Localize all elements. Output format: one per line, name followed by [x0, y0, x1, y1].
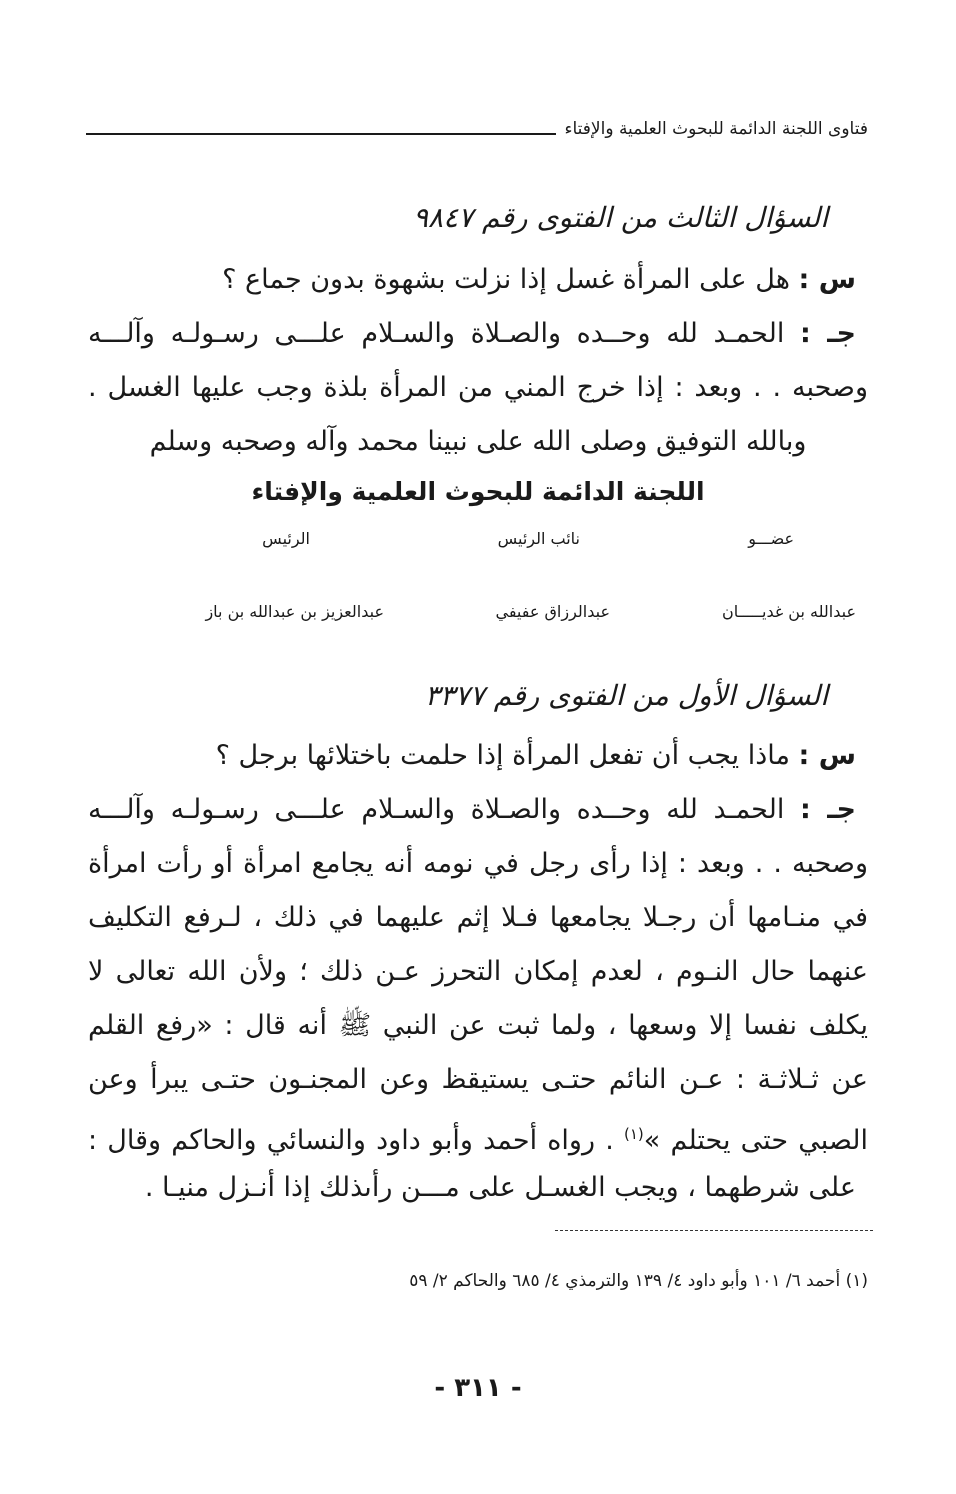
fatwa2-answer-line-5: يكلف نفسا إلا وسعها ، ولما ثبت عن النبي ﷺ أنه قال : «رفع القلم — [88, 1010, 868, 1041]
fatwa2-answer-line-8: على شرطهما ، ويجب الغسـل على مـــن رأىذلك إذا أنـزل منيـا . — [144, 1172, 856, 1203]
fatwa2-answer-line-7 — [88, 1112, 868, 1163]
fatwa2-answer-line-6: عن ثـلاثـة : عـن النائم حتـى يستيقظ وعن المجنـون حتـى يبرأ وعن — [88, 1064, 868, 1095]
role-president: الرئيس — [262, 529, 310, 548]
fatwa1-question-text: هل على المرأة غسل إذا نزلت بشهوة بدون جماع ؟ — [222, 264, 790, 295]
running-header — [86, 116, 868, 140]
fatwa2-answer-text-1: الحمـد لله وحــده والصـلاة والسـلام علـــى رسـولـه وآلـــه — [88, 794, 785, 825]
fatwa1-question — [222, 258, 856, 302]
fatwa2-answer-line-2: وصحبه . . وبعد : إذا رأى رجل في نومه أنه يجامع امرأة أو رأت امرأة — [88, 848, 868, 879]
fatwa2-answer-marker: جـ : — [800, 794, 856, 825]
footnote-text: (١) أحمد ٦/ ١٠١ وأبو داود ٤/ ١٣٩ والترمذي ٤/ ٦٨٥ والحاكم ٢/ ٥٩ — [409, 1271, 868, 1291]
fatwa2-answer-ref-before: الصبي حتى يحتلم » — [643, 1125, 868, 1156]
fatwa2-question-marker: س : — [798, 740, 856, 771]
fatwa1-question-marker: س : — [798, 264, 856, 295]
fatwa1-answer-line-2: وصحبه . . وبعد : إذا خرج المني من المرأة بلذة وجب عليها الغسل . — [88, 372, 868, 403]
fatwa1-answer-marker: جـ : — [800, 318, 856, 349]
committee-title: اللجنة الدائمة للبحوث العلمية والإفتاء — [251, 477, 705, 506]
fatwa2-question-text: ماذا يجب أن تفعل المرأة إذا حلمت باختلائها برجل ؟ — [215, 740, 790, 771]
signature-vice-president: عبدالرزاق عفيفي — [495, 602, 610, 621]
role-member: عضـــو — [748, 529, 794, 548]
signature-president: عبدالعزيز بن عبدالله بن باز — [205, 602, 384, 621]
header-title: فتاوى اللجنة الدائمة للبحوث العلمية والإفتاء — [564, 119, 868, 139]
role-vice-president: نائب الرئيس — [497, 529, 580, 548]
fatwa2-answer-ref-after: . رواه أحمد وأبو داود والنسائي والحاكم وقال : — [88, 1125, 624, 1156]
fatwa2-answer-line-1 — [88, 788, 856, 832]
fatwa1-answer-line-1 — [88, 312, 856, 356]
header-rule — [86, 133, 556, 135]
signature-member: عبدالله بن غديـــــان — [721, 602, 856, 621]
fatwa2-answer-line-3: في منـامها أن رجـلا يجامعها فـلا إثم عليهما في ذلك ، لـرفع التكليف — [88, 902, 868, 933]
fatwa1-answer-text-1: الحمـد لله وحــده والصـلاة والسـلام علـــى رسـولـه وآلـــه — [88, 318, 785, 349]
fatwa2-heading: السؤال الأول من الفتوى رقم ٣٣٧٧ — [424, 679, 828, 712]
fatwa2-question — [216, 734, 856, 778]
footnote-reference: (١) — [623, 1125, 644, 1143]
fatwa2-answer-line-4: عنهما حال النـوم ، لعدم إمكان التحرز عـن ذلك ؛ ولأن الله تعالى لا — [88, 956, 868, 987]
fatwa1-closing: وبالله التوفيق وصلى الله على نبينا محمد وآله وصحبه وسلم — [149, 426, 807, 457]
fatwa1-heading: السؤال الثالث من الفتوى رقم ٩٨٤٧ — [412, 201, 828, 234]
footnote-separator — [555, 1230, 873, 1231]
page-number: - ٣١١ - — [434, 1373, 522, 1403]
